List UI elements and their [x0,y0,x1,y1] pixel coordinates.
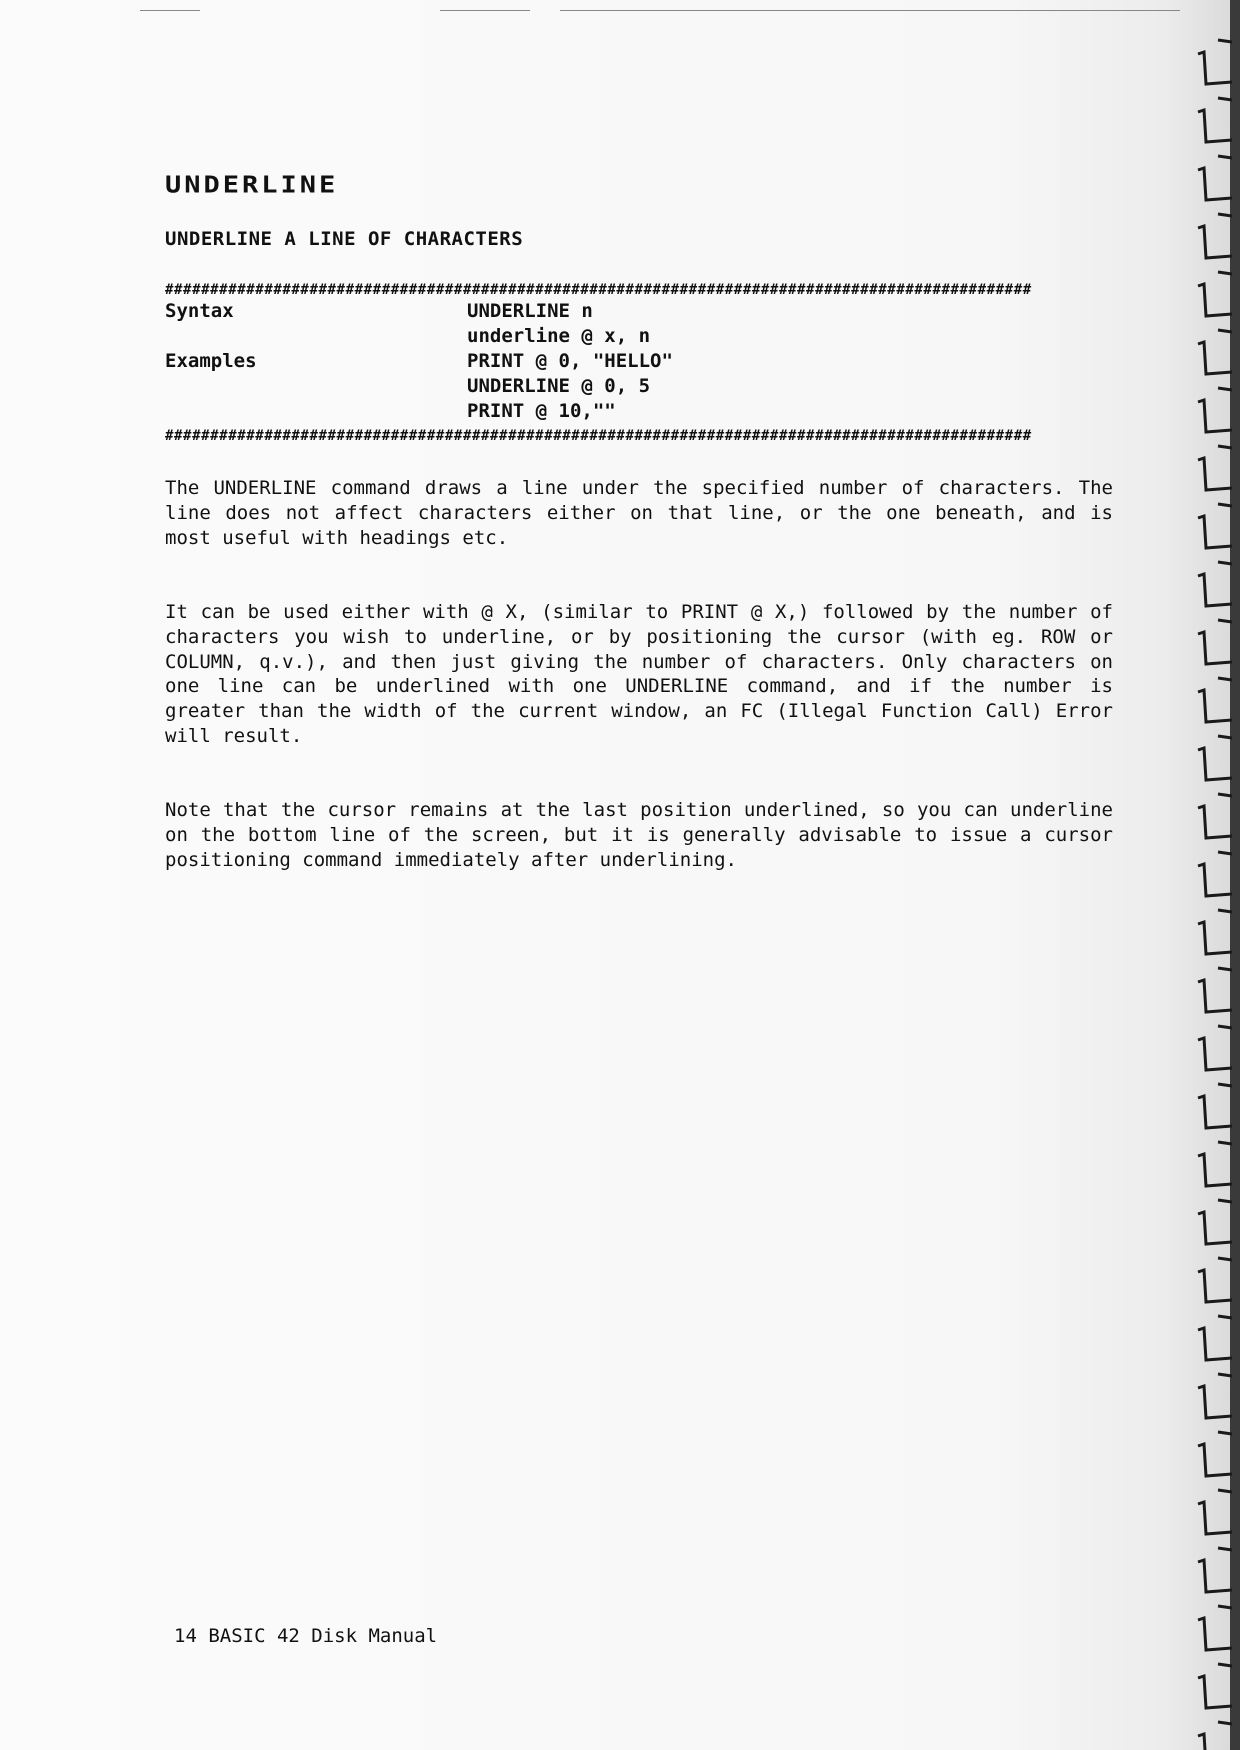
syntax-value: underline @ x, n [467,325,651,347]
hash-rule-bottom: ################################################################################################ [165,428,1032,444]
examples-row [165,400,1115,425]
binding-coil [1198,1316,1232,1360]
binding-coil [1198,272,1232,316]
binding-coil [1198,562,1232,606]
binding-coil [1198,736,1232,780]
page-subheading: UNDERLINE A LINE OF CHARACTERS [165,228,524,250]
binding-coil [1198,1142,1232,1186]
binding-coil [1198,1606,1232,1650]
syntax-row [165,300,1115,325]
paragraph-usage: It can be used either with @ X, (similar to PRINT @ X,) followed by the number of characters you wish to underline, or by positioning the cursor (with eg. ROW or COLUMN, q.v.), and then just giving the number of characters. Only characters on one line can be underlined with one UNDERLINE command, and if the number is greater than the width of the current window, an FC (Illegal Function Call) Error will result. [165,601,1113,747]
binding-coil [1198,794,1232,838]
syntax-table [165,300,1115,425]
syntax-value: UNDERLINE n [467,300,593,322]
binding-coil [1198,1026,1232,1070]
binding-coil [1198,1200,1232,1244]
examples-label: Examples [165,350,257,372]
spiral-binding [1194,0,1240,1750]
binding-coil [1198,1664,1232,1708]
examples-row [165,350,1115,375]
syntax-label: Syntax [165,300,234,322]
example-value: UNDERLINE @ 0, 5 [467,375,651,397]
binding-coil [1198,1432,1232,1476]
paragraph-note: Note that the cursor remains at the last position underlined, so you can underline on the bottom line of the screen, but it is generally advisable to issue a cursor positioning command immediately after underlining. [165,799,1113,871]
binding-coil [1198,446,1232,490]
binding-coil [1198,678,1232,722]
binding-coil [1198,910,1232,954]
binding-coil [1198,1258,1232,1302]
binding-coil [1198,40,1232,84]
scan-edge-line [140,10,200,11]
page-footer: 14 BASIC 42 Disk Manual [174,1625,438,1647]
binding-coil [1198,156,1232,200]
binding-coil [1198,1548,1232,1592]
hash-rule-top: ################################################################################################ [165,282,1032,298]
binding-coil [1198,504,1232,548]
scan-edge-line [440,10,530,11]
binding-coil [1198,1722,1232,1750]
binding-coil [1198,1084,1232,1128]
binding-coil [1198,214,1232,258]
binding-coil [1198,98,1232,142]
binding-coil [1198,620,1232,664]
paragraph-description: The UNDERLINE command draws a line under the specified number of characters. The line does not affect characters either on that line, or the one beneath, and is most useful with headings etc. [165,477,1113,549]
page-heading: UNDERLINE [165,172,339,199]
scan-edge-line [560,10,1180,11]
binding-coil [1198,968,1232,1012]
binding-coil [1198,388,1232,432]
binding-coil [1198,1374,1232,1418]
examples-row [165,375,1115,400]
example-value: PRINT @ 10,"" [467,400,616,422]
binding-coil [1198,330,1232,374]
example-value: PRINT @ 0, "HELLO" [467,350,673,372]
syntax-row [165,325,1115,350]
binding-coil [1198,852,1232,896]
binding-coil [1198,1490,1232,1534]
